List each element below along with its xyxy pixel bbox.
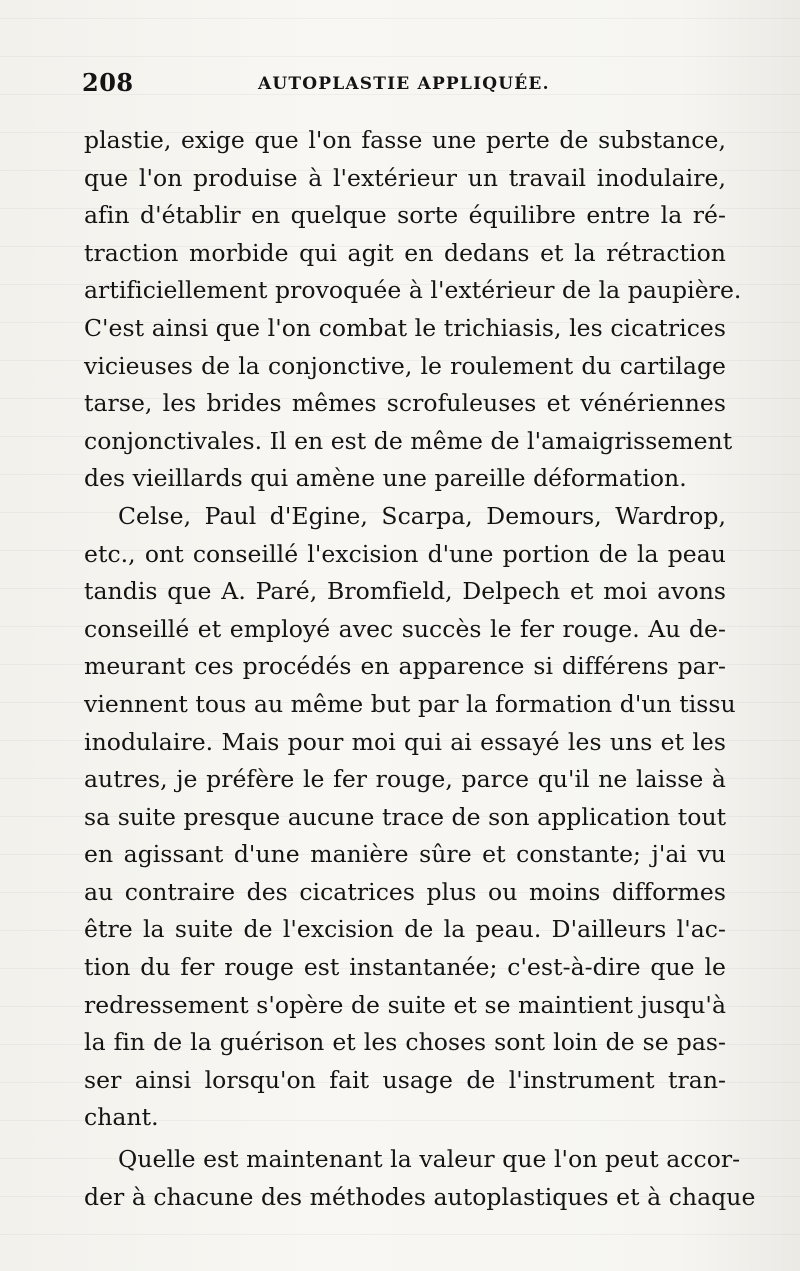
text-line: autres, je préfère le fer rouge, parce qu'il ne laisse à (84, 765, 726, 794)
text-line: Celse, Paul d'Egine, Scarpa, Demours, Wardrop, (118, 501, 726, 530)
running-title: AUTOPLASTIE APPLIQUÉE. (258, 74, 550, 94)
text-line: que l'on produise à l'extérieur un travail inodulaire, (84, 163, 726, 192)
text-line: la fin de la guérison et les choses sont loin de se pas- (84, 1028, 726, 1057)
text-line: inodulaire. Mais pour moi qui ai essayé les uns et les (84, 727, 726, 756)
text-line: etc., ont conseillé l'excision d'une portion de la peau (84, 539, 726, 568)
text-line: viennent tous au même but par la formation d'un tissu (84, 689, 736, 718)
text-line: des vieillards qui amène une pareille déformation. (84, 464, 687, 493)
page-header (82, 68, 722, 108)
text-line: tarse, les brides mêmes scrofuleuses et vénériennes (84, 389, 726, 418)
text-line: tion du fer rouge est instantanée; c'est-à-dire que le (84, 953, 726, 982)
text-line: au contraire des cicatrices plus ou moins difformes (84, 877, 726, 906)
text-line: chant. (84, 1103, 159, 1132)
paragraph-2 (84, 498, 736, 1137)
paragraph-1 (84, 122, 742, 498)
text-line: C'est ainsi que l'on combat le trichiasis, les cicatrices (84, 313, 726, 342)
text-line: der à chacune des méthodes autoplastiques et à chaque (84, 1182, 756, 1211)
page-number: 208 (82, 68, 134, 97)
text-line: meurant ces procédés en apparence si différens par- (84, 652, 726, 681)
text-line: en agissant d'une manière sûre et constante; j'ai vu (84, 840, 726, 869)
paragraph-3 (84, 1141, 756, 1216)
text-line: conseillé et employé avec succès le fer rouge. Au de- (84, 614, 726, 643)
text-line: être la suite de l'excision de la peau. D'ailleurs l'ac- (84, 915, 726, 944)
text-line: artificiellement provoquée à l'extérieur de la paupière. (84, 276, 742, 305)
text-line: vicieuses de la conjonctive, le roulement du cartilage (84, 351, 726, 380)
text-line: Quelle est maintenant la valeur que l'on peut accor- (118, 1145, 741, 1174)
text-line: conjonctivales. Il en est de même de l'amaigrissement (84, 426, 733, 455)
text-line: redressement s'opère de suite et se maintient jusqu'à (84, 990, 726, 1019)
text-line: ser ainsi lorsqu'on fait usage de l'instrument tran- (84, 1065, 726, 1094)
body-text (84, 122, 756, 1216)
text-line: plastie, exige que l'on fasse une perte de substance, (84, 126, 726, 154)
text-line: sa suite presque aucune trace de son application tout (84, 802, 727, 831)
text-line: afin d'établir en quelque sorte équilibre entre la ré- (84, 201, 726, 230)
text-line: traction morbide qui agit en dedans et la rétraction (84, 238, 726, 267)
text-line: tandis que A. Paré, Bromfield, Delpech et moi avons (84, 577, 726, 606)
